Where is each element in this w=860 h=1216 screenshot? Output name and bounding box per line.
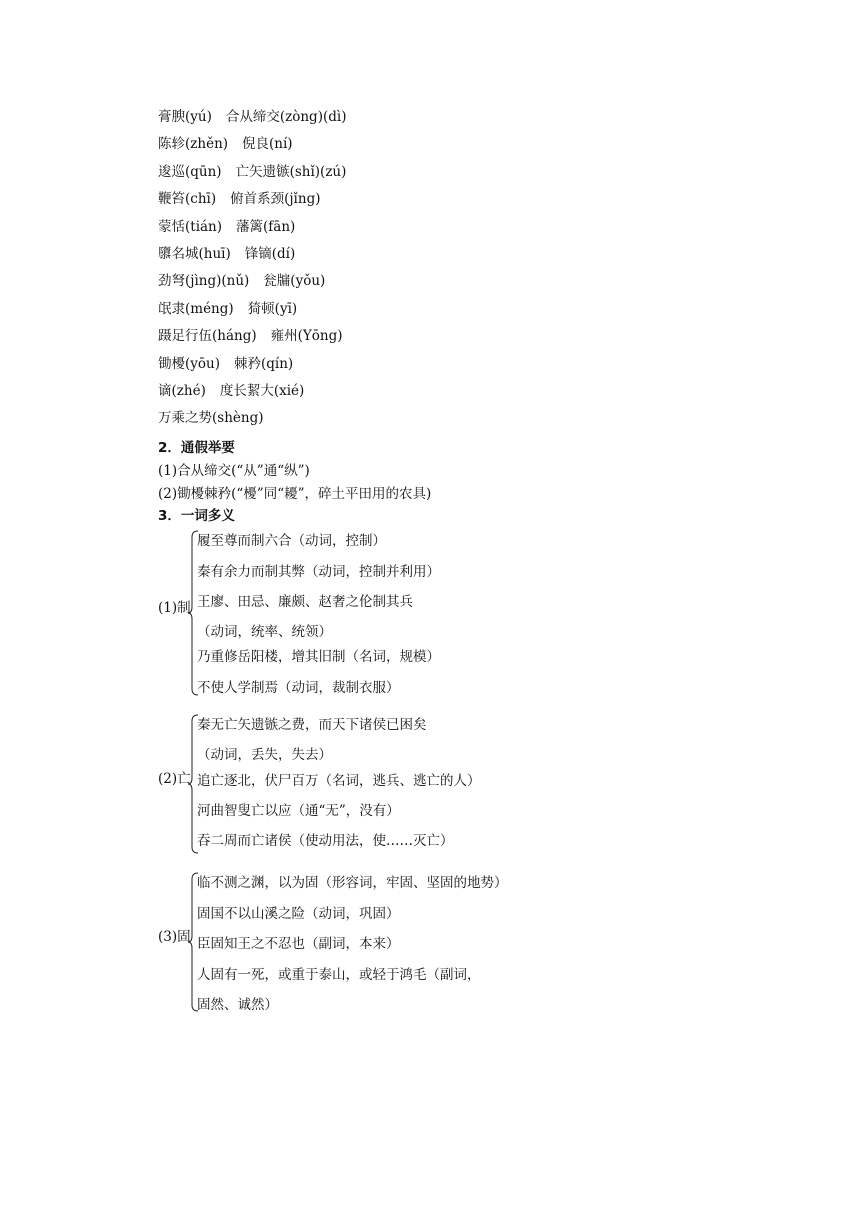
meaning-item: 固然、诚然） bbox=[197, 997, 278, 1013]
pron-term: 倪良(ní) bbox=[242, 136, 293, 153]
tongjia-item: (1)合从缔交(“从”通“纵”) bbox=[158, 463, 310, 479]
pronunciation-row bbox=[158, 268, 346, 295]
pron-term: 膏腴(yú) bbox=[158, 109, 212, 125]
pronunciation-row bbox=[158, 159, 346, 186]
group-label: (1)制 bbox=[158, 600, 191, 616]
pronunciation-row bbox=[158, 351, 346, 378]
pron-term: 瓮牖(yǒu) bbox=[263, 273, 326, 290]
meaning-item: 履至尊而制六合（动词，控制） bbox=[197, 533, 386, 549]
pron-term: 隳名城(huī) bbox=[158, 245, 231, 262]
pron-term: 棘矜(qín) bbox=[233, 355, 294, 372]
pron-term: 万乘之势(shèng) bbox=[158, 410, 264, 427]
section-heading-yici: 3．一词多义 bbox=[158, 508, 235, 524]
pron-term: 逡巡(qūn) bbox=[158, 163, 222, 180]
section-heading-tongjia: 2．通假举要 bbox=[158, 440, 235, 456]
pron-term: 氓隶(méng) bbox=[158, 300, 234, 317]
pron-term: 劲弩(jìng)(nǔ) bbox=[158, 273, 250, 290]
pron-term: 鞭笞(chī) bbox=[158, 191, 217, 208]
meaning-item: 秦无亡矢遗镞之费，而天下诸侯已困矣 bbox=[197, 717, 427, 733]
pron-term: 锋镝(dí) bbox=[244, 245, 296, 262]
pronunciation-row bbox=[158, 186, 346, 213]
pron-term: 蒙恬(tián) bbox=[158, 218, 223, 235]
pron-term: 亡矢遗镞(shǐ)(zú) bbox=[235, 163, 347, 180]
meaning-item: 固国不以山溪之险（动词，巩固） bbox=[197, 906, 400, 922]
pron-term: 蹑足行伍(háng) bbox=[158, 328, 257, 345]
meaning-item: 人固有一死，或重于泰山，或轻于鸿毛（副词， bbox=[197, 967, 481, 983]
meaning-item: 临不测之渊，以为固（形容词，牢固、坚固的地势） bbox=[197, 875, 508, 891]
pronunciation-row bbox=[158, 323, 346, 350]
pron-term: 锄櫌(yōu) bbox=[158, 355, 220, 372]
group-label: (2)亡 bbox=[158, 771, 191, 787]
meaning-item: 追亡逐北，伏尸百万（名词，逃兵、逃亡的人） bbox=[197, 773, 481, 789]
meaning-item: （动词，统率、统领） bbox=[197, 624, 332, 640]
brace-icon bbox=[188, 530, 200, 696]
tongjia-item: (2)锄櫌棘矜(“櫌”同“耰”，碎土平田用的农具) bbox=[158, 486, 432, 502]
meaning-item: 不使人学制焉（动词，裁制衣服） bbox=[197, 680, 400, 696]
group-label: (3)固 bbox=[158, 929, 191, 945]
pronunciation-list bbox=[158, 104, 346, 433]
pronunciation-row bbox=[158, 241, 346, 268]
pron-term: 陈轸(zhěn) bbox=[158, 136, 229, 153]
pron-term: 度长絜大(xié) bbox=[219, 382, 305, 399]
pron-term: 藩篱(fān) bbox=[236, 218, 296, 235]
pron-term: 合从缔交(zòng)(dì) bbox=[225, 109, 347, 125]
meaning-item: 乃重修岳阳楼，增其旧制（名词，规模） bbox=[197, 649, 440, 665]
pronunciation-row bbox=[158, 405, 346, 432]
pron-term: 猗顿(yī) bbox=[247, 300, 298, 317]
pronunciation-row bbox=[158, 131, 346, 158]
pron-term: 俯首系颈(jǐng) bbox=[230, 191, 321, 208]
meaning-item: 河曲智叟亡以应（通“无”，没有） bbox=[197, 803, 400, 819]
meaning-item: 臣固知王之不忍也（副词，本来） bbox=[197, 936, 400, 952]
meaning-item: （动词，丢失，失去） bbox=[197, 747, 332, 763]
pronunciation-row bbox=[158, 214, 346, 241]
meaning-item: 吞二周而亡诸侯（使动用法，使……灭亡） bbox=[197, 833, 454, 849]
meaning-item: 秦有余力而制其弊（动词，控制并利用） bbox=[197, 564, 440, 580]
pronunciation-row bbox=[158, 378, 346, 405]
pron-term: 谪(zhé) bbox=[158, 382, 206, 399]
pronunciation-row bbox=[158, 104, 346, 131]
pronunciation-row bbox=[158, 296, 346, 323]
pron-term: 雍州(Yōng) bbox=[270, 328, 343, 345]
meaning-item: 王廖、田忌、廉颇、赵奢之伦制其兵 bbox=[197, 594, 413, 610]
